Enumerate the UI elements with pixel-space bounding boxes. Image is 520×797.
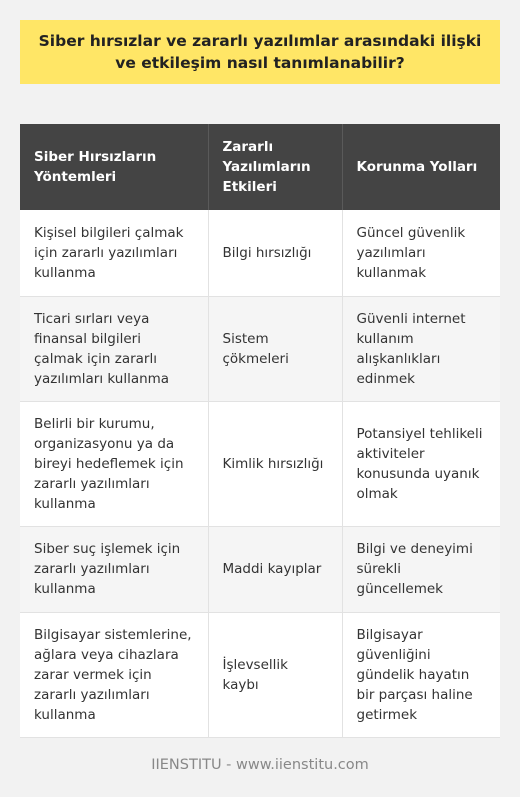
table-row bbox=[20, 612, 500, 737]
page-title: Siber hırsızlar ve zararlı yazılımlar arasındaki ilişki ve etkileşim nasıl tanımlanabilir? bbox=[38, 32, 482, 72]
table-cell: Bilgisayar güvenliğini gündelik hayatın bir parçası haline getirmek bbox=[342, 612, 500, 737]
table-cell: Bilgi ve deneyimi sürekli güncellemek bbox=[342, 526, 500, 612]
footer-credit: IIENSTITU - www.iienstitu.com bbox=[151, 757, 369, 773]
column-header-effects: Zararlı Yazılımların Etkileri bbox=[208, 124, 342, 210]
comparison-table bbox=[20, 124, 500, 738]
column-header-protection: Korunma Yolları bbox=[342, 124, 500, 210]
table-cell: Bilgi hırsızlığı bbox=[208, 210, 342, 296]
table-row bbox=[20, 526, 500, 612]
table-row bbox=[20, 210, 500, 296]
table-row bbox=[20, 401, 500, 526]
table-cell: Bilgisayar sistemlerine, ağlara veya cihazlara zarar vermek için zararlı yazılımları kullanma bbox=[20, 612, 208, 737]
table-cell: Kişisel bilgileri çalmak için zararlı yazılımları kullanma bbox=[20, 210, 208, 296]
table-cell: Sistem çökmeleri bbox=[208, 296, 342, 401]
table-cell: Siber suç işlemek için zararlı yazılımları kullanma bbox=[20, 526, 208, 612]
table-cell: İşlevsellik kaybı bbox=[208, 612, 342, 737]
column-header-methods: Siber Hırsızların Yöntemleri bbox=[20, 124, 208, 210]
table-cell: Güncel güvenlik yazılımları kullanmak bbox=[342, 210, 500, 296]
table-cell: Maddi kayıplar bbox=[208, 526, 342, 612]
table-cell: Kimlik hırsızlığı bbox=[208, 401, 342, 526]
table-header-row bbox=[20, 124, 500, 210]
table-row bbox=[20, 296, 500, 401]
table-cell: Güvenli internet kullanım alışkanlıkları edinmek bbox=[342, 296, 500, 401]
table-cell: Potansiyel tehlikeli aktiviteler konusunda uyanık olmak bbox=[342, 401, 500, 526]
table-cell: Belirli bir kurumu, organizasyonu ya da bireyi hedeflemek için zararlı yazılımları kullanma bbox=[20, 401, 208, 526]
table-cell: Ticari sırları veya finansal bilgileri çalmak için zararlı yazılımları kullanma bbox=[20, 296, 208, 401]
title-banner bbox=[20, 20, 500, 84]
